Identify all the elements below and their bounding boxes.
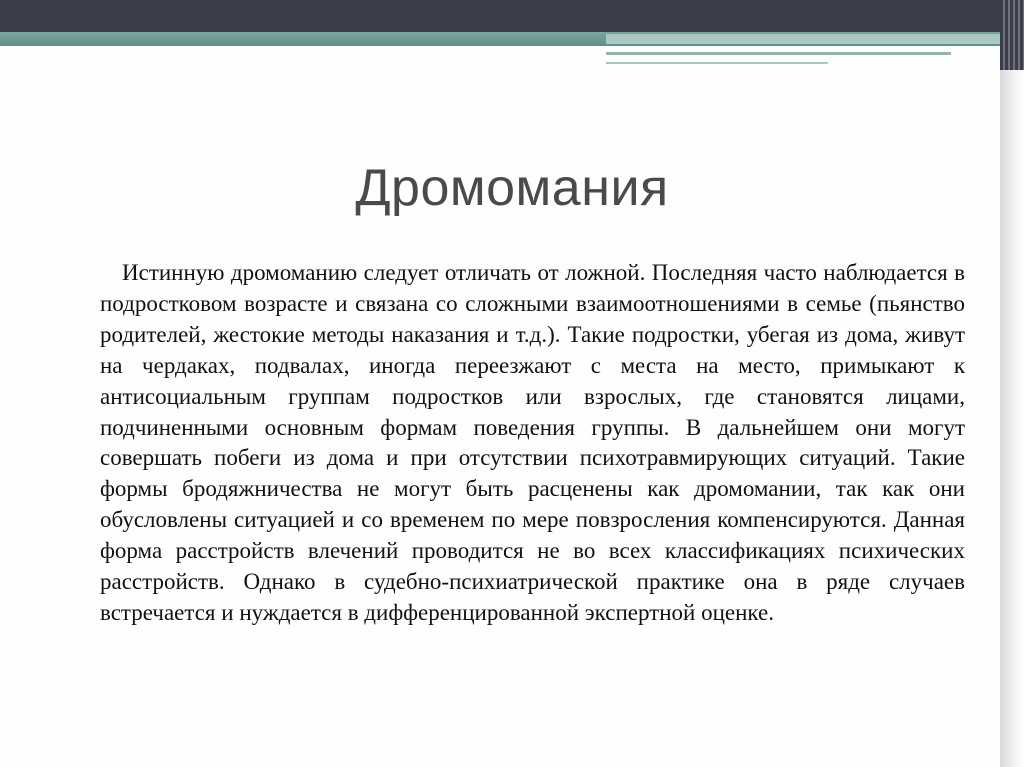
header-accent-line <box>606 52 951 55</box>
header-bar-teal-light <box>606 34 1000 44</box>
header-accent-line-short <box>606 62 828 64</box>
slide-body-text: Истинную дромоманию следует отличать от ложной. Последняя часто наблюдается в подростковом возрасте и связана со сложными взаимоотношениями в семье (пьянство родителей, жестокие методы наказания и т.д.). Такие подростки, убегая из дома, живут на чердаках, подвалах, иногда переезжают с места на место, примыкают к антисоциальным группам подростков или взрослых, где становятся лицами, подчиненными основным формам поведения группы. В дальнейшем они могут совершать побеги из дома и при отсутствии психотравмирующих ситуаций. Такие формы бродяжничества не могут быть расценены как дромомании, так как они обусловлены ситуацией и со временем по мере повзросления компенсируются. Данная форма расстройств влечений проводится не во всех классификациях психических расстройств. Однако в судебно-психиатрической практике она в ряде случаев встречается и нуждается в дифференцированной экспертной оценке. <box>100 260 965 625</box>
header-bar-dark <box>0 0 1000 32</box>
slide-edge-stripes <box>1000 0 1024 70</box>
slide-title: Дромомания <box>355 159 669 217</box>
slide-edge-shadow <box>1000 0 1024 767</box>
